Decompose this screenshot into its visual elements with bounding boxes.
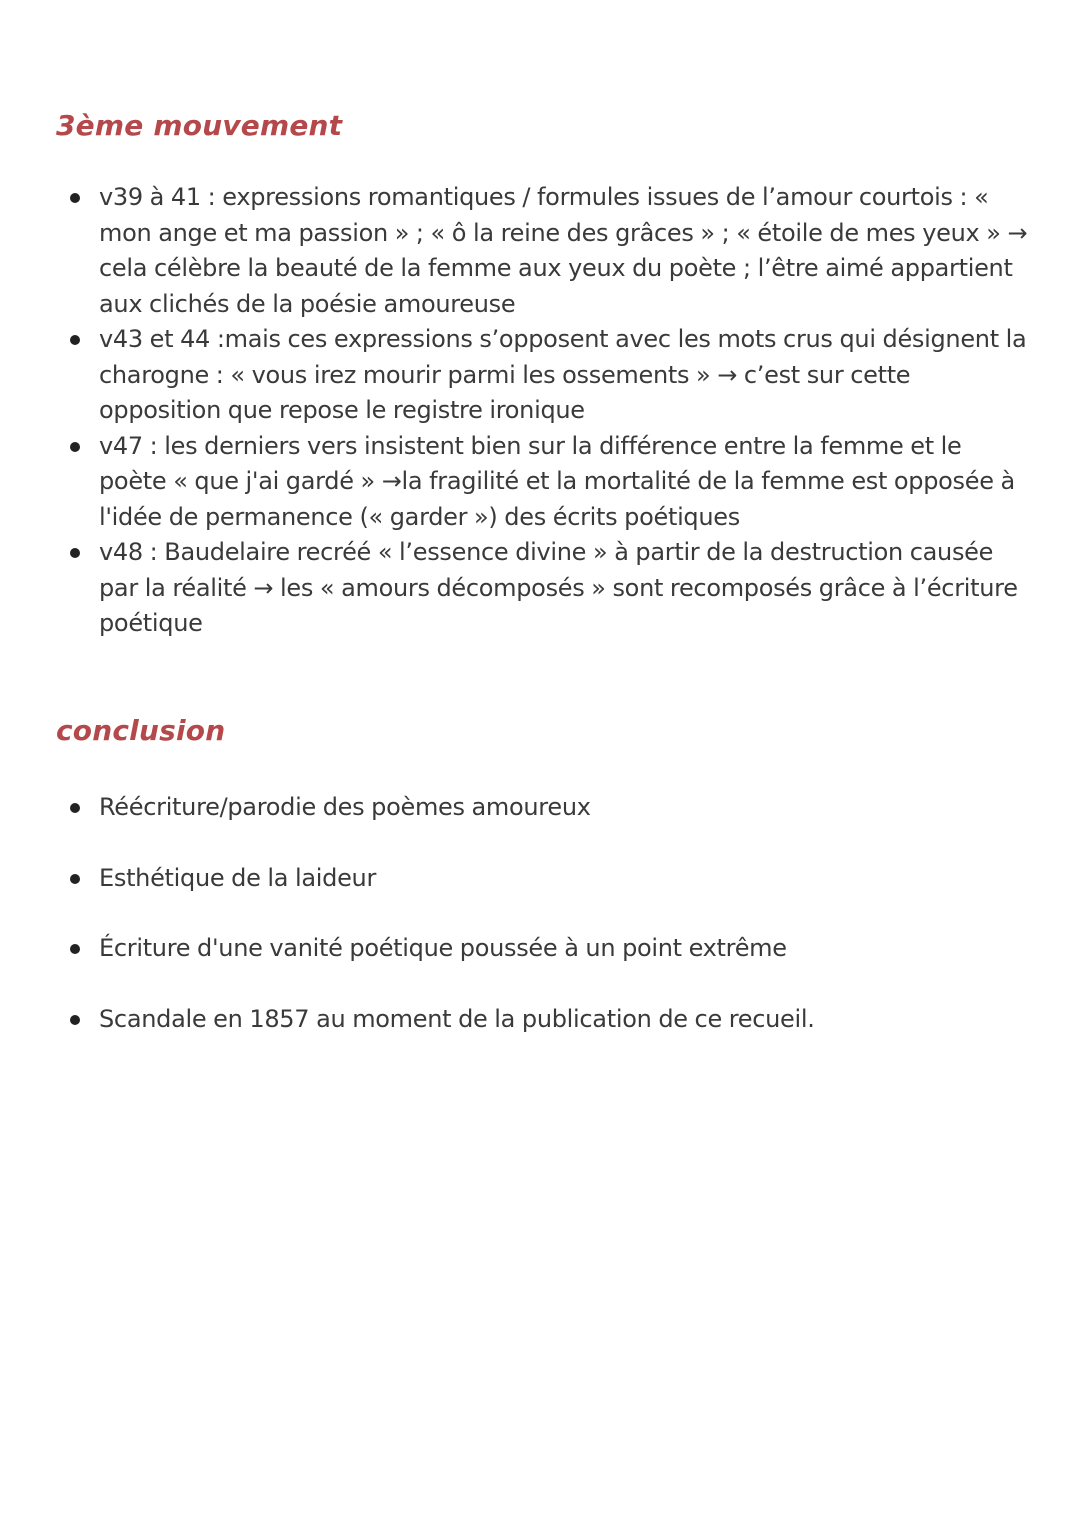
list-item-text: Esthétique de la laideur	[99, 863, 377, 892]
bullet-icon	[70, 874, 80, 884]
list-item-text: Réécriture/parodie des poèmes amoureux	[99, 793, 591, 821]
bullet-icon	[70, 193, 80, 203]
list-item	[0, 429, 1080, 536]
list-item	[0, 861, 1080, 897]
list-item-text: v47 : les derniers vers insistent bien sur la différence entre la femme et le poète « que j'ai gardé » →la fragilité et la mortalité de la femme est opposée à l'idée de permanence (« garder ») des écrits poétiques	[99, 431, 1015, 531]
list-item	[0, 1002, 1080, 1038]
section-heading-conclusion: conclusion	[56, 714, 226, 747]
list-item-text: Écriture d'une vanité poétique poussée à un point extrême	[99, 934, 787, 962]
list-item-text: v39 à 41 : expressions romantiques / formules issues de l’amour courtois : « mon ange et ma passion » ; « ô la reine des grâces » ; « étoile de mes yeux » → cela célèbre la beauté de la femme aux yeux du poète ; l’être aimé appartient aux clichés de la poésie amoureuse	[99, 183, 1028, 318]
list-item-text: v43 et 44 :mais ces expressions s’opposent avec les mots crus qui désignent la charogne : « vous irez mourir parmi les ossements » → c’est sur cette opposition que repose le registre ironique	[99, 325, 1027, 424]
conclusion-bullet-list	[0, 790, 1080, 1072]
list-item	[0, 322, 1080, 429]
bullet-icon	[70, 442, 80, 452]
bullet-icon	[70, 803, 80, 813]
list-item-text: v48 : Baudelaire recréé « l’essence divine » à partir de la destruction causée par la réalité → les « amours décomposés » sont recomposés grâce à l’écriture poétique	[99, 538, 1018, 637]
list-item-text: Scandale en 1857 au moment de la publication de ce recueil.	[99, 1004, 815, 1033]
section-heading-3eme-mouvement: 3ème mouvement	[56, 109, 343, 142]
list-item	[0, 180, 1080, 322]
mouvement-bullet-list	[0, 180, 1080, 642]
list-item	[0, 790, 1080, 826]
bullet-icon	[70, 944, 80, 954]
list-item	[0, 535, 1080, 642]
bullet-icon	[70, 335, 80, 345]
bullet-icon	[70, 1015, 80, 1025]
bullet-icon	[70, 548, 80, 558]
list-item	[0, 931, 1080, 967]
